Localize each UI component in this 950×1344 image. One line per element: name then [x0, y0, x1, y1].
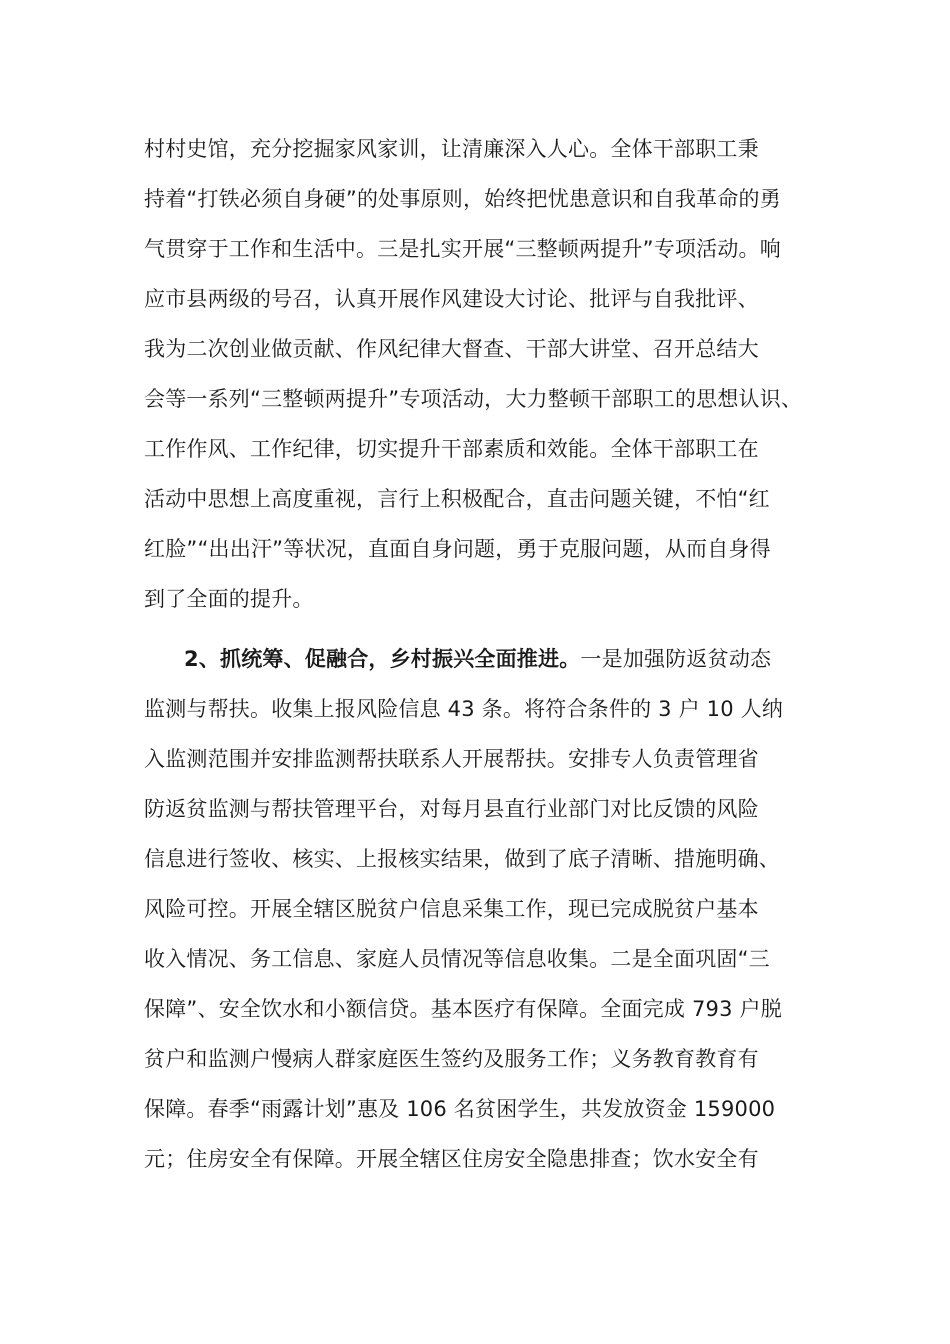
paragraph-1-line: 持着“打铁必须自身硬”的处事原则，始终把忧患意识和自我革命的勇: [144, 187, 781, 211]
section-heading: 2、抓统筹、促融合，乡村振兴全面推进。: [184, 647, 581, 671]
paragraph-2-line: 入监测范围并安排监测帮扶联系人开展帮扶。安排专人负责管理省: [144, 747, 759, 771]
paragraph-2: [144, 641, 834, 1191]
paragraph-2-line: 收入情况、务工信息、家庭人员情况等信息收集。二是全面巩固“三: [144, 947, 770, 971]
paragraph-1-line: 应市县两级的号召，认真开展作风建设大讨论、批评与自我批评、: [144, 287, 759, 311]
paragraph-1-line: 气贯穿于工作和生活中。三是扎实开展“三整顿两提升”专项活动。响: [144, 237, 781, 261]
paragraph-2-line: 风险可控。开展全辖区脱贫户信息采集工作，现已完成脱贫户基本: [144, 897, 759, 921]
paragraph-2-line: 元；住房安全有保障。开展全辖区住房安全隐患排查；饮水安全有: [144, 1147, 759, 1171]
paragraph-1-line: 我为二次创业做贡献、作风纪律大督查、干部大讲堂、召开总结大: [144, 337, 759, 361]
paragraph-1: [144, 131, 834, 631]
paragraph-2-line: 信息进行签收、核实、上报核实结果，做到了底子清晰、措施明确、: [144, 847, 780, 871]
paragraph-2-line: 贫户和监测户慢病人群家庭医生签约及服务工作；义务教育教育有: [144, 1047, 759, 1071]
paragraph-1-line: 会等一系列“三整顿两提升”专项活动，大力整顿干部职工的思想认识、: [144, 387, 803, 411]
paragraph-1-line: 工作作风、工作纪律，切实提升干部素质和效能。全体干部职工在: [144, 437, 759, 461]
paragraph-2-first-line: [144, 641, 834, 691]
paragraph-1-line: 村村史馆，充分挖掘家风家训，让清廉深入人心。全体干部职工秉: [144, 137, 759, 161]
paragraph-2-first-line-text: 一是加强防返贫动态: [580, 647, 772, 671]
paragraph-1-line: 到了全面的提升。: [144, 587, 314, 611]
paragraph-2-line: 保障”、安全饮水和小额信贷。基本医疗有保障。全面完成 793 户脱: [144, 997, 782, 1021]
paragraph-1-line: 红脸”“出出汗”等状况，直面自身问题，勇于克服问题，从而自身得: [144, 537, 771, 561]
paragraph-1-line: 活动中思想上高度重视，言行上积极配合，直击问题关键，不怕“红: [144, 487, 770, 511]
paragraph-2-line: 监测与帮扶。收集上报风险信息 43 条。将符合条件的 3 户 10 人纳: [144, 697, 784, 721]
paragraph-2-line: 防返贫监测与帮扶管理平台，对每月县直行业部门对比反馈的风险: [144, 797, 759, 821]
paragraph-2-line: 保障。春季“雨露计划”惠及 106 名贫困学生，共发放资金 159000: [144, 1097, 776, 1121]
